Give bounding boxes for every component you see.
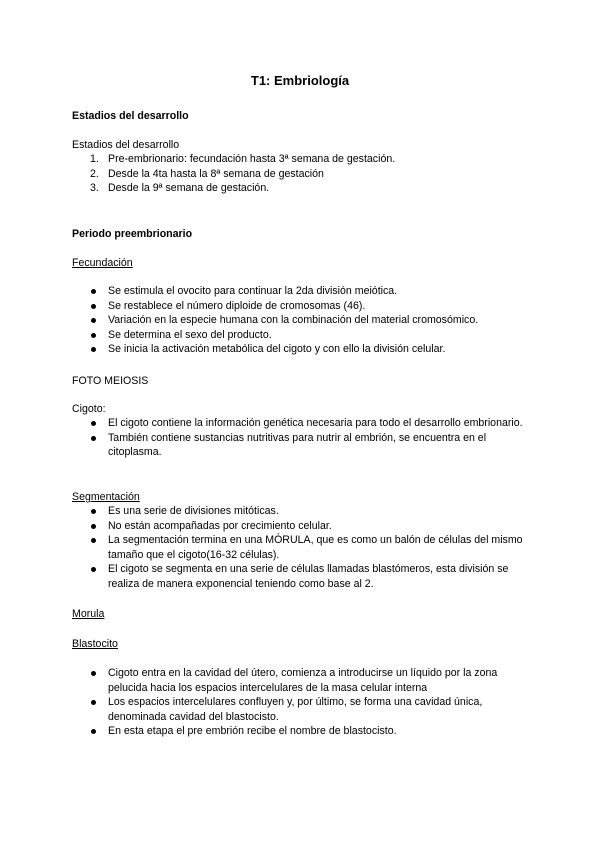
list-item: No están acompañadas por crecimiento celular. [72,519,532,534]
list-item: Se restablece el número diploide de cromosomas (46). [72,299,532,314]
bullet-icon [91,567,96,572]
blastocito-list [72,666,532,739]
list-item: La segmentación termina en una MÓRULA, que es como un balón de células del mismo tamaño que el cigoto(16-32 células). [72,533,532,562]
preembryonic-heading: Periodo preembrionario [72,228,193,240]
foto-meiosis-label: FOTO MEIOSIS [72,375,149,387]
bullet-icon [91,318,96,323]
fecundacion-heading: Fecundación [72,257,133,269]
list-item: 1. Pre-embrionario: fecundación hasta 3ª semana de gestación. [90,153,396,165]
document-title: T1: Embriología [250,73,350,88]
list-item: El cigoto contiene la información genética necesaria para todo el desarrollo embrionario. [72,416,532,431]
list-item: Variación en la especie humana con la combinación del material cromosómico. [72,313,532,328]
segmentacion-list [72,504,532,592]
stages-heading: Estadios del desarrollo [72,110,189,122]
list-item: El cigoto se segmenta en una serie de células llamadas blastómeros, esta división se realiza de manera exponencial teniendo como base al 2. [72,562,532,591]
bullet-icon [91,289,96,294]
bullet-icon [91,304,96,309]
bullet-icon [91,333,96,338]
list-item: 2. Desde la 4ta hasta la 8ª semana de gestación [90,167,324,180]
bullet-icon [91,729,96,734]
stages-intro: Estadios del desarrollo [72,139,180,151]
list-item: En esta etapa el pre embrión recibe el nombre de blastocisto. [72,724,532,739]
bullet-icon [91,524,96,529]
segmentacion-heading: Segmentación [72,491,140,503]
list-number: 3. [90,182,99,195]
cigoto-heading: Cigoto: [72,403,106,415]
bullet-icon [91,421,96,426]
list-item: 3. Desde la 9ª semana de gestación. [90,182,270,195]
list-number: 2. [90,167,99,180]
list-item: Cigoto entra en la cavidad del útero, comienza a introducirse un líquido por la zona pelucida hacia los espacios intercelulares de la masa celular interna [72,666,532,695]
list-number: 1. [90,153,99,165]
stages-list [72,152,532,196]
blastocito-heading: Blastocito [72,638,118,650]
bullet-icon [91,436,96,441]
bullet-icon [91,671,96,676]
list-item: Es una serie de divisiones mitóticas. [72,504,532,519]
bullet-icon [91,509,96,514]
list-item: Los espacios intercelulares confluyen y, por último, se forma una cavidad única, denominada cavidad del blastocisto. [72,695,532,724]
cigoto-list [72,416,532,460]
list-item: Se estimula el ovocito para continuar la 2da división meiótica. [72,284,532,299]
bullet-icon [91,538,96,543]
list-item: También contiene sustancias nutritivas para nutrir al embrión, se encuentra en el citoplasma. [72,431,532,460]
morula-heading: Morula [72,608,105,620]
fecundacion-list [72,284,532,357]
bullet-icon [91,700,96,705]
bullet-icon [91,347,96,352]
list-item: Se determina el sexo del producto. [72,328,532,343]
list-item: Se inicia la activación metabólica del cigoto y con ello la división celular. [72,342,532,357]
